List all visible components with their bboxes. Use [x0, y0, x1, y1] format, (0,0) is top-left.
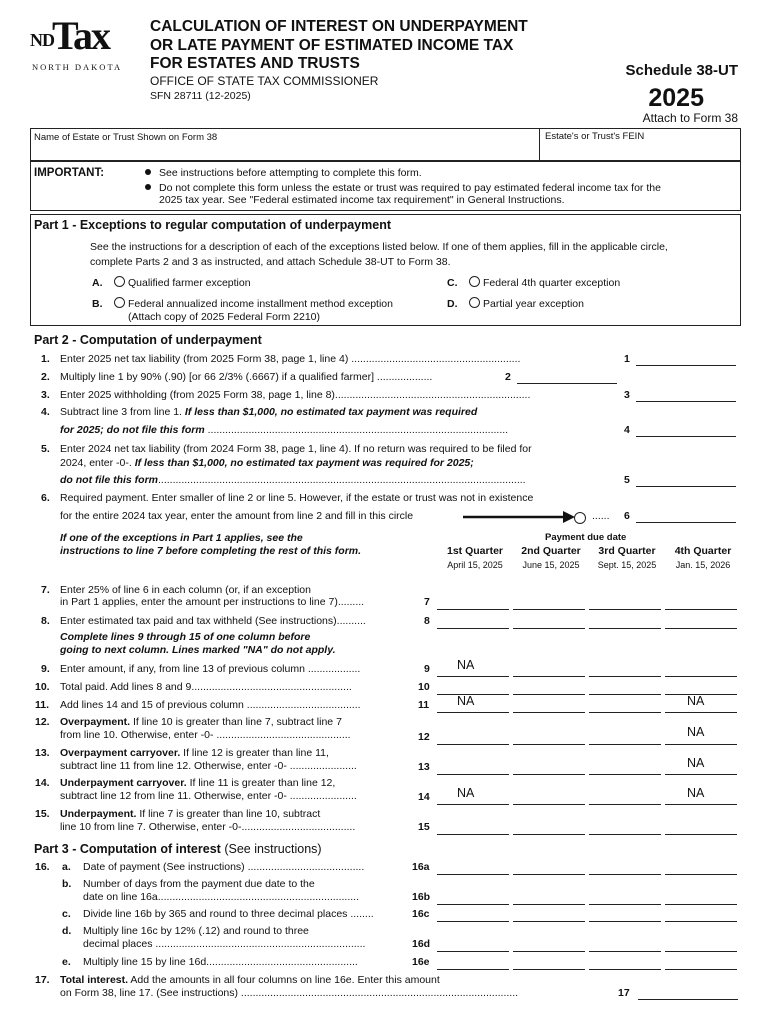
line-14-text: Underpayment carryover. If line 11 is greater than line 12,	[60, 777, 336, 789]
line-17-ref: 17	[618, 987, 630, 999]
line-6-circle[interactable]	[574, 512, 586, 524]
line-14-num: 14.	[35, 777, 50, 789]
line-13-text-2: subtract line 11 from line 12. Otherwise, enter -0- .......................	[60, 760, 357, 772]
line-15-q2-input[interactable]	[513, 822, 585, 835]
line-5-input[interactable]	[636, 474, 736, 487]
estate-name-field[interactable]	[30, 128, 540, 161]
exception-c: C.	[447, 277, 458, 289]
line-16e-q4-input[interactable]	[665, 957, 737, 970]
line-16e-ref: 16e	[412, 956, 430, 968]
line-10-q2-input[interactable]	[513, 682, 585, 695]
line-8-ref: 8	[424, 615, 430, 627]
line-2-ref: 2	[505, 371, 511, 383]
line-14-q2-input[interactable]	[513, 792, 585, 805]
line-16a-text: Date of payment (See instructions) ........................................	[83, 861, 365, 873]
line-11-q1-input[interactable]	[437, 700, 509, 713]
line-12-text: Overpayment. If line 10 is greater than line 7, subtract line 7	[60, 716, 342, 728]
payment-due-label: Payment due date	[545, 532, 627, 543]
line-6-text-2: for the entire 2024 tax year, enter the amount from line 2 and fill in this circle	[60, 510, 414, 522]
line-16d-q3-input[interactable]	[589, 939, 661, 952]
quarter-1-date: April 15, 2025	[447, 560, 503, 570]
line-6-input[interactable]	[636, 510, 736, 523]
line-16a-q2-input[interactable]	[513, 862, 585, 875]
exception-d-option[interactable]: Partial year exception	[469, 297, 584, 310]
line-5-text: Enter 2024 net tax liability (from 2024 Form 38, page 1, line 4). If no return was required to be filed for	[60, 443, 532, 455]
na-line-12-q4: NA	[687, 725, 705, 739]
line-5-text-2: 2024, enter -0-. If less than $1,000, no estimated tax payment was required for 2025;	[60, 457, 474, 469]
line-16e-q1-input[interactable]	[437, 957, 509, 970]
line-15-num: 15.	[35, 808, 50, 820]
nd-tax-logo	[30, 13, 128, 80]
line-16b-text-2: date on line 16a.....................................................................	[83, 891, 360, 903]
quarter-4-head: 4th Quarter	[674, 545, 732, 557]
line-13-q4-input[interactable]	[665, 762, 737, 775]
quarter-2-date: June 15, 2025	[522, 560, 580, 570]
part2-title: Part 2 - Computation of underpayment	[34, 333, 262, 347]
line-13-q2-input[interactable]	[513, 762, 585, 775]
exception-a: A.	[92, 277, 103, 289]
exception-note-1: If one of the exceptions in Part 1 applies, see the	[60, 532, 303, 544]
line-11-q4-input[interactable]	[665, 700, 737, 713]
line-7-text-2: in Part 1 applies, enter the amount per instructions to line 7).........	[60, 596, 365, 608]
fein-field[interactable]	[540, 128, 741, 161]
part1-intro-2: complete Parts 2 and 3 as instructed, and attach Schedule 38-UT to Form 38.	[90, 256, 451, 268]
exception-note-2: instructions to line 7 before completing the rest of this form.	[60, 545, 362, 557]
line-16a-q4-input[interactable]	[665, 862, 737, 875]
line-16c-text: Divide line 16b by 365 and round to three decimal places ........	[83, 908, 374, 920]
line-14-ref: 14	[418, 791, 430, 803]
line-11-ref: 11	[418, 699, 430, 711]
office-name: OFFICE OF STATE TAX COMMISSIONER	[150, 74, 379, 88]
line-16c-letter: c.	[62, 908, 71, 920]
line-7-num: 7.	[41, 584, 50, 596]
exception-b-circle[interactable]	[114, 297, 125, 308]
exception-d: D.	[447, 298, 458, 310]
line-12-q4-input[interactable]	[665, 732, 737, 745]
exception-c-circle[interactable]	[469, 276, 480, 287]
line-13-num: 13.	[35, 747, 50, 759]
line-7-q1-input[interactable]	[437, 597, 509, 610]
line-11-text: Add lines 14 and 15 of previous column .......................................	[60, 699, 361, 711]
important-bullet-1: See instructions before attempting to complete this form.	[145, 167, 422, 179]
na-line-9-q1: NA	[457, 658, 475, 672]
line-10-num: 10.	[35, 681, 50, 693]
line-8-num: 8.	[41, 615, 50, 627]
line-1-ref: 1	[624, 353, 630, 365]
line-7-q4-input[interactable]	[665, 597, 737, 610]
arrow-icon	[461, 510, 577, 524]
tax-year: 2025	[648, 84, 704, 112]
line-16d-letter: d.	[62, 925, 72, 937]
line-16c-q3-input[interactable]	[589, 909, 661, 922]
exception-d-circle[interactable]	[469, 297, 480, 308]
line-5-num: 5.	[41, 443, 50, 455]
line-10-q1-input[interactable]	[437, 682, 509, 695]
line-9-q1-input[interactable]	[437, 664, 509, 677]
line-16d-text-2: decimal places ........................................................................	[83, 938, 366, 950]
quarter-2-head: 2nd Quarter	[521, 545, 581, 557]
line-12-num: 12.	[35, 716, 50, 728]
line-1-num: 1.	[41, 353, 50, 365]
na-line-14-q4: NA	[687, 786, 705, 800]
exception-b: B.	[92, 298, 103, 310]
line-12-q3-input[interactable]	[589, 732, 661, 745]
line-10-ref: 10	[418, 681, 430, 693]
exception-a-circle[interactable]	[114, 276, 125, 287]
line-12-q1-input[interactable]	[437, 732, 509, 745]
fein-label: Estate's or Trust's FEIN	[545, 131, 645, 142]
line-6-num: 6.	[41, 492, 50, 504]
logo-north-dakota: NORTH DAKOTA	[32, 62, 123, 72]
line-16-num: 16.	[35, 861, 50, 873]
important-bullet-2: Do not complete this form unless the estate or trust was required to pay estimated federal income tax for the	[145, 182, 661, 194]
line-16b-q4-input[interactable]	[665, 892, 737, 905]
line-15-ref: 15	[418, 821, 430, 833]
line-14-q4-input[interactable]	[665, 792, 737, 805]
important-bullet-2-cont: 2025 tax year. See "Federal estimated income tax requirement" in General Instructions.	[159, 194, 565, 206]
line-6-ref: 6	[624, 510, 630, 522]
line-16b-q3-input[interactable]	[589, 892, 661, 905]
line-16a-ref: 16a	[412, 861, 430, 873]
line-11-q3-input[interactable]	[589, 700, 661, 713]
line-6-text: Required payment. Enter smaller of line 2 or line 5. However, if the estate or trust was not in existence	[60, 492, 534, 504]
line-16d-ref: 16d	[412, 938, 431, 950]
attach-note: Attach to Form 38	[642, 111, 738, 125]
line-16c-q4-input[interactable]	[665, 909, 737, 922]
line-9-ref: 9	[424, 663, 430, 675]
na-line-13-q4: NA	[687, 756, 705, 770]
line-3-text: Enter 2025 withholding (from 2025 Form 38, page 1, line 8)...................................................................	[60, 389, 531, 401]
line-16e-text: Multiply line 15 by line 16d....................................................	[83, 956, 358, 968]
quarter-3-date: Sept. 15, 2025	[597, 560, 657, 570]
line-17-input[interactable]	[638, 987, 738, 1000]
line-5-text-3: do not file this form..............................................................................................................................	[60, 474, 526, 486]
line-16a-q3-input[interactable]	[589, 862, 661, 875]
line-3-input[interactable]	[636, 389, 736, 402]
line-13-q3-input[interactable]	[589, 762, 661, 775]
quarter-4-date: Jan. 15, 2026	[675, 560, 731, 570]
line-12-ref: 12	[418, 731, 430, 743]
line-4-input[interactable]	[636, 424, 736, 437]
line-8-q1-input[interactable]	[437, 616, 509, 629]
line-16e-letter: e.	[62, 956, 71, 968]
title-line-2: OR LATE PAYMENT OF ESTIMATED INCOME TAX	[150, 36, 514, 54]
line-9-q4-input[interactable]	[665, 664, 737, 677]
line-5-ref: 5	[624, 474, 630, 486]
line-17-num: 17.	[35, 974, 50, 986]
line-16b-text: Number of days from the payment due date to the	[83, 878, 315, 890]
line-14-q3-input[interactable]	[589, 792, 661, 805]
line-3-ref: 3	[624, 389, 630, 401]
line-17-text-2: on Form 38, line 17. (See instructions) ...............................................................................................	[60, 987, 519, 999]
exception-a-option[interactable]: Qualified farmer exception	[114, 276, 251, 289]
title-line-1: CALCULATION OF INTEREST ON UNDERPAYMENT	[150, 18, 528, 35]
line-4-text-2: for 2025; do not file this form .......................................................................................................	[60, 424, 509, 436]
line-16b-q2-input[interactable]	[513, 892, 585, 905]
estate-name-label: Name of Estate or Trust Shown on Form 38	[34, 132, 218, 143]
line-16b-q1-input[interactable]	[437, 892, 509, 905]
line-15-q3-input[interactable]	[589, 822, 661, 835]
line-12-text-2: from line 10. Otherwise, enter -0- ..............................................	[60, 729, 351, 741]
part1-intro-1: See the instructions for a description of each of the exceptions listed below. If one of them applies, fill in the applicable circle,	[90, 241, 668, 253]
line-1-input[interactable]	[636, 353, 736, 366]
line-11-q2-input[interactable]	[513, 700, 585, 713]
form-number: SFN 28711 (12-2025)	[150, 90, 251, 102]
exception-c-option[interactable]: Federal 4th quarter exception	[469, 276, 620, 289]
na-line-11-q1: NA	[457, 694, 475, 708]
line-10-text: Total paid. Add lines 8 and 9.......................................................	[60, 681, 352, 693]
line-9-num: 9.	[41, 663, 50, 675]
line-2-input[interactable]	[517, 371, 617, 384]
line-13-q1-input[interactable]	[437, 762, 509, 775]
line-13-text: Overpayment carryover. If line 12 is greater than line 11,	[60, 747, 329, 759]
line-12-q2-input[interactable]	[513, 732, 585, 745]
line-6-dots: ......	[592, 510, 610, 522]
line-9-text: Enter amount, if any, from line 13 of previous column ..................	[60, 663, 361, 675]
line-15-text-2: line 10 from line 7. Otherwise, enter -0-.......................................	[60, 821, 356, 833]
schedule-label: Schedule 38-UT	[625, 62, 738, 79]
line-15-text: Underpayment. If line 7 is greater than line 10, subtract	[60, 808, 321, 820]
line-7-q2-input[interactable]	[513, 597, 585, 610]
complete-note-1: Complete lines 9 through 15 of one column before	[60, 631, 311, 643]
line-16d-q4-input[interactable]	[665, 939, 737, 952]
line-8-text: Enter estimated tax paid and tax withheld (See instructions)..........	[60, 615, 366, 627]
quarter-3-head: 3rd Quarter	[598, 545, 656, 557]
line-11-num: 11.	[35, 699, 50, 711]
line-3-num: 3.	[41, 389, 50, 401]
line-16d-q1-input[interactable]	[437, 939, 509, 952]
line-15-q4-input[interactable]	[665, 822, 737, 835]
line-1-text: Enter 2025 net tax liability (from 2025 Form 38, page 1, line 4) ..........................................................	[60, 353, 521, 365]
line-17-text: Total interest. Add the amounts in all four columns on line 16e. Enter this amount	[60, 974, 440, 986]
line-13-ref: 13	[418, 761, 430, 773]
line-4-ref: 4	[624, 424, 630, 436]
line-7-q3-input[interactable]	[589, 597, 661, 610]
line-16c-ref: 16c	[412, 908, 430, 920]
part1-title: Part 1 - Exceptions to regular computation of underpayment	[34, 218, 391, 232]
line-7-text: Enter 25% of line 6 in each column (or, if an exception	[60, 584, 311, 596]
line-16b-letter: b.	[62, 878, 72, 890]
line-4-num: 4.	[41, 406, 50, 418]
part3-title: Part 3 - Computation of interest (See instructions)	[34, 842, 322, 856]
line-16d-q2-input[interactable]	[513, 939, 585, 952]
line-4-text: Subtract line 3 from line 1. If less than $1,000, no estimated tax payment was required	[60, 406, 478, 418]
line-14-q1-input[interactable]	[437, 792, 509, 805]
line-9-q2-input[interactable]	[513, 664, 585, 677]
line-8-q3-input[interactable]	[589, 616, 661, 629]
line-16e-q2-input[interactable]	[513, 957, 585, 970]
title-line-3: FOR ESTATES AND TRUSTS	[150, 55, 360, 72]
na-line-11-q4: NA	[687, 694, 705, 708]
logo-tax: Tax	[52, 13, 110, 58]
logo-nd: ND	[30, 30, 54, 50]
line-16c-q2-input[interactable]	[513, 909, 585, 922]
line-16a-q1-input[interactable]	[437, 862, 509, 875]
exception-b-note: (Attach copy of 2025 Federal Form 2210)	[128, 311, 321, 323]
line-16e-q3-input[interactable]	[589, 957, 661, 970]
exception-b-option[interactable]: Federal annualized income installment method exception	[114, 297, 393, 310]
line-7-ref: 7	[424, 596, 430, 608]
line-15-q1-input[interactable]	[437, 822, 509, 835]
line-16a-letter: a.	[62, 861, 71, 873]
form-title	[150, 18, 528, 74]
line-16b-ref: 16b	[412, 891, 431, 903]
na-line-14-q1: NA	[457, 786, 475, 800]
important-label: IMPORTANT:	[34, 167, 105, 179]
complete-note-2: going to next column. Lines marked "NA" do not apply.	[60, 644, 336, 656]
line-16c-q1-input[interactable]	[437, 909, 509, 922]
quarter-1-head: 1st Quarter	[446, 545, 504, 557]
line-14-text-2: subtract line 12 from line 11. Otherwise, enter -0- .......................	[60, 790, 357, 802]
line-10-q4-input[interactable]	[665, 682, 737, 695]
line-10-q3-input[interactable]	[589, 682, 661, 695]
line-16d-text: Multiply line 16c by 12% (.12) and round to three	[83, 925, 309, 937]
line-2-text: Multiply line 1 by 90% (.90) [or 66 2/3% (.6667) if a qualified farmer] ...................	[60, 371, 433, 383]
line-9-q3-input[interactable]	[589, 664, 661, 677]
line-2-num: 2.	[41, 371, 50, 383]
line-8-q4-input[interactable]	[665, 616, 737, 629]
line-8-q2-input[interactable]	[513, 616, 585, 629]
